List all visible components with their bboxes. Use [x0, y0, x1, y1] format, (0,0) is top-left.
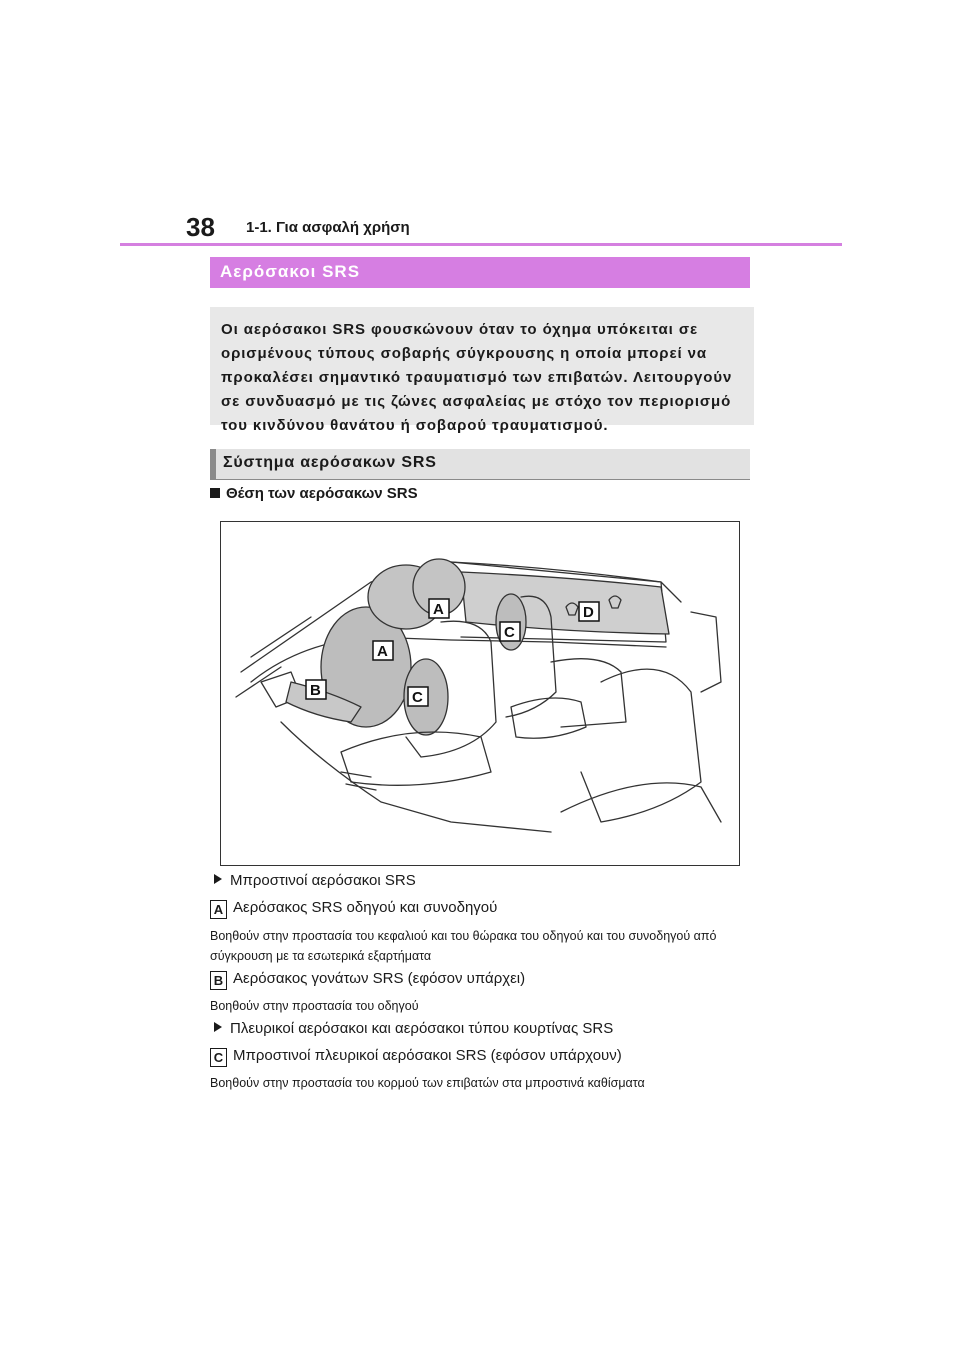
callout-c-lower: C — [412, 689, 423, 706]
callout-a-upper: A — [433, 601, 444, 618]
bullet-heading — [210, 485, 418, 502]
pedals — [341, 772, 376, 790]
rear-seat-cushion — [561, 783, 721, 822]
triangle-bullet-icon — [214, 874, 222, 884]
car-interior-illustration — [221, 522, 739, 865]
driver-seat-cushion — [341, 732, 491, 785]
passenger-seat-cushion — [511, 698, 586, 738]
list-item-text: Αερόσακος γονάτων SRS (εφόσον υπάρχει) — [233, 970, 526, 987]
section-title-bar — [210, 257, 750, 288]
list-group-side-airbags — [214, 1020, 613, 1037]
list-item-c — [210, 1047, 622, 1067]
subsection-rule — [210, 479, 750, 480]
note-text: Βοηθούν στην προστασία του κορμού των επιβατών στα μπροστινά καθίσματα — [210, 1076, 645, 1090]
rear-pillar — [691, 612, 721, 692]
callout-b: B — [310, 682, 321, 699]
floor-line — [281, 722, 551, 832]
subsection-title-bar — [210, 449, 750, 479]
note-text: Βοηθούν στην προστασία του κεφαλιού και του θώρακα του οδηγού και του συνοδηγού από σύγκρουση με τα εσωτερικά εξαρτήματα — [210, 929, 717, 963]
list-group-front-airbags — [214, 872, 416, 889]
header-rule — [120, 243, 842, 246]
list-note-c — [210, 1073, 755, 1093]
rear-seat — [581, 669, 701, 822]
section-reference: 1-1. Για ασφαλή χρήση — [246, 219, 410, 236]
intro-box — [210, 307, 754, 434]
badge-c: C — [210, 1048, 227, 1067]
list-note-a — [210, 926, 755, 966]
airbag-figure — [220, 521, 740, 866]
list-item-text: Αερόσακος SRS οδηγού και συνοδηγού — [233, 899, 498, 916]
dashboard-line — [251, 637, 666, 682]
list-item-text: Πλευρικοί αερόσακοι και αερόσακοι τύπου κουρτίνας SRS — [230, 1020, 614, 1037]
callout-c-upper: C — [504, 624, 515, 641]
callout-a-lower: A — [377, 643, 388, 660]
triangle-bullet-icon — [214, 1022, 222, 1032]
subsection-title: Σύστημα αερόσακων SRS — [223, 454, 437, 471]
section-title: Αερόσακοι SRS — [220, 262, 361, 281]
list-item-a — [210, 899, 497, 919]
list-item-b — [210, 970, 525, 990]
badge-a: A — [210, 900, 227, 919]
door-panel — [551, 659, 626, 727]
curtain-airbag — [461, 572, 669, 634]
badge-b: B — [210, 971, 227, 990]
list-item-text: Μπροστινοί πλευρικοί αερόσακοι SRS (εφόσον υπάρχουν) — [233, 1047, 622, 1064]
list-note-b — [210, 996, 755, 1016]
page-number: 38 — [186, 212, 215, 242]
intro-text: Οι αερόσακοι SRS φουσκώνουν όταν το όχημα υπόκειται σε ορισμένους τύπους σοβαρής σύγκρουσης η οποία μπορεί να προκαλέσει σημαντικό τραυματισμό των επιβατών. Λειτουργούν σε συνδυασμό με τις ζώνες ασφαλείας με στόχο τον περιορισμό του κινδύνου θανάτου ή σοβαρού τραυματισμού. — [221, 321, 733, 434]
bullet-heading-text: Θέση των αερόσακων SRS — [226, 485, 418, 502]
square-bullet-icon — [210, 488, 220, 498]
callout-d: D — [583, 604, 594, 621]
list-item-text: Μπροστινοί αερόσακοι SRS — [230, 872, 416, 889]
note-text: Βοηθούν στην προστασία του οδηγού — [210, 999, 419, 1013]
